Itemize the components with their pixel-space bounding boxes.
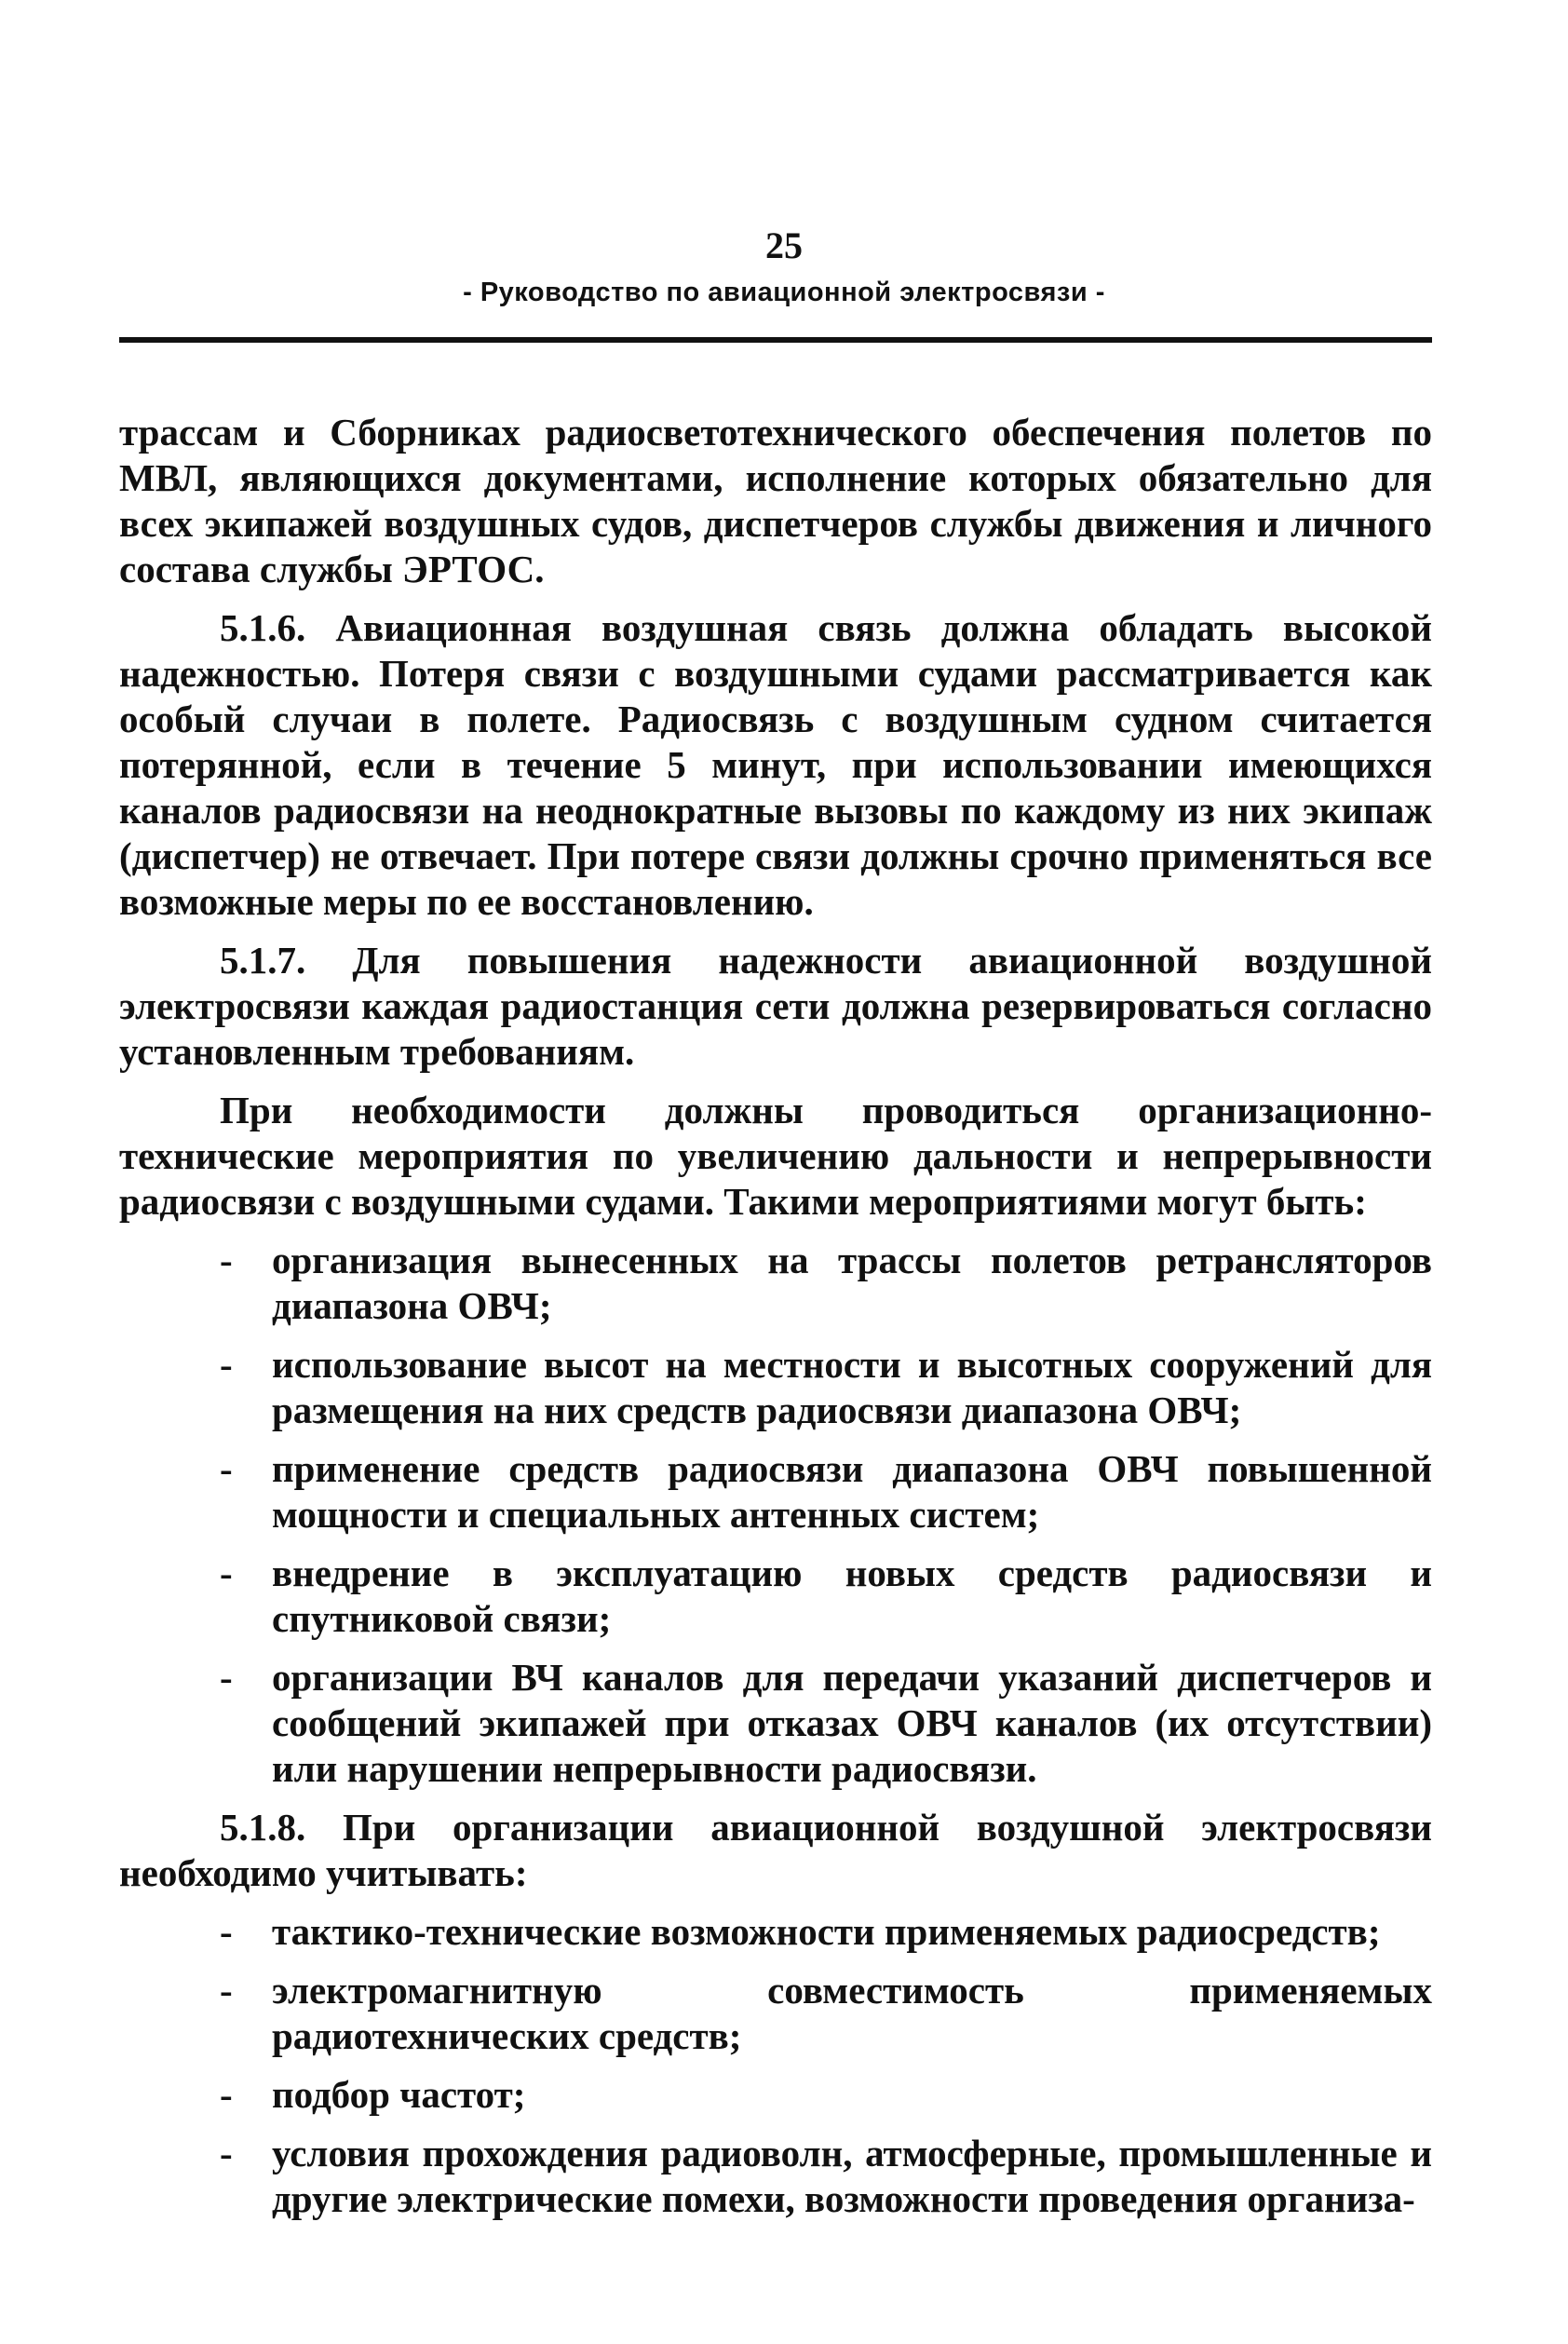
list-item-text: применение средств радиосвязи диапазона ОВЧ повышенной мощности и специальных антенных систем; <box>272 1447 1432 1536</box>
list-item <box>119 2072 1432 2118</box>
running-head: - Руководство по авиационной электросвязи - <box>463 278 1105 307</box>
list-dash: - <box>220 2132 233 2175</box>
list-dash: - <box>220 1969 233 2012</box>
list-item <box>119 1655 1432 1792</box>
list-item <box>119 1909 1432 1955</box>
paragraph-5-1-7: 5.1.7. Для повышения надежности авиационной воздушной электросвязи каждая радиостанция сети должна резервироваться согласно установленным требованиям. <box>119 939 1432 1073</box>
paragraph-5-1-6: 5.1.6. Авиационная воздушная связь должна обладать высокой надежностью. Потеря связи с воздушными судами рассматривается как особый случаи в полете. Радиосвязь с воздушным судном считается потерянной, если в течение 5 минут, при использовании имеющихся каналов радиосвязи на неоднократные вызовы по каждому из них экипаж (диспетчер) не отвечает. При потере связи должны срочно применяться все возможные меры по ее восстановлению. <box>119 606 1432 923</box>
list-dash: - <box>220 2073 233 2116</box>
list-item <box>119 1551 1432 1642</box>
list-dash: - <box>220 1910 233 1953</box>
list-item-text: электромагнитную совместимость применяемых радиотехнических средств; <box>272 1969 1432 2057</box>
list-item <box>119 1342 1432 1433</box>
list-item-text: тактико-технические возможности применяемых радиосредств; <box>272 1910 1381 1953</box>
list-item-text: подбор частот; <box>272 2073 526 2116</box>
header-rule <box>119 337 1432 343</box>
list-item <box>119 2131 1432 2222</box>
list-dash: - <box>220 1551 233 1594</box>
list-item <box>119 1238 1432 1329</box>
list-item <box>119 1968 1432 2059</box>
list-item-text: организации ВЧ каналов для передачи указаний диспетчеров и сообщений экипажей при отказах ОВЧ каналов (их отсутствии) или нарушении непрерывности радиосвязи. <box>272 1656 1432 1790</box>
list-item-text: организация вынесенных на трассы полетов ретрансляторов диапазона ОВЧ; <box>272 1239 1432 1327</box>
paragraph-continuation: трассам и Сборниках радиосветотехнического обеспечения полетов по МВЛ, являющихся документами, исполнение которых обязательно для всех экипажей воздушных судов, диспетчеров службы движения и личного состава службы ЭРТОС. <box>119 411 1432 590</box>
body-text <box>119 410 1432 2235</box>
page-number: 25 <box>765 224 803 266</box>
considerations-list <box>119 1909 1432 2222</box>
list-item-text: условия прохождения радиоволн, атмосферные, промышленные и другие электрические помехи, возможности проведения организа- <box>272 2132 1432 2220</box>
paragraph-measures-intro: При необходимости должны проводиться организационно-технические мероприятия по увеличению дальности и непрерывности радиосвязи с воздушными судами. Такими мероприятиями могут быть: <box>119 1089 1432 1223</box>
list-item-text: использование высот на местности и высотных сооружений для размещения на них средств радиосвязи диапазона ОВЧ; <box>272 1343 1432 1431</box>
list-dash: - <box>220 1343 233 1386</box>
list-dash: - <box>220 1656 233 1699</box>
list-dash: - <box>220 1447 233 1490</box>
paragraph-5-1-8: 5.1.8. При организации авиационной воздушной электросвязи необходимо учитывать: <box>119 1806 1432 1894</box>
list-item <box>119 1446 1432 1538</box>
list-item-text: внедрение в эксплуатацию новых средств радиосвязи и спутниковой связи; <box>272 1551 1432 1640</box>
list-dash: - <box>220 1239 233 1281</box>
measures-list <box>119 1238 1432 1792</box>
